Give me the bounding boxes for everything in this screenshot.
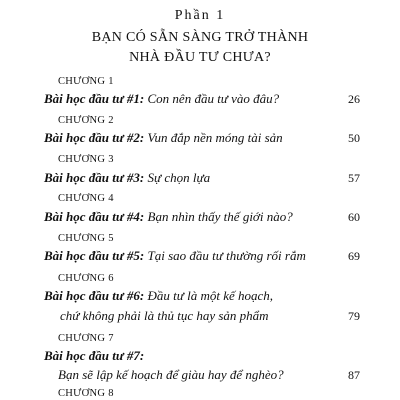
- lesson-label: Bài học đầu tư #1:: [44, 91, 145, 106]
- page-number: 69: [348, 249, 360, 263]
- chapter-title-continued: chứ không phải là thủ tục hay sản phẩm: [60, 308, 269, 323]
- page-number: 57: [348, 171, 360, 185]
- chapter-line: [44, 248, 306, 264]
- chapter-title: Tại sao đầu tư thường rối rắm: [147, 248, 306, 263]
- lesson-label: Bài học đầu tư #6:: [44, 288, 145, 303]
- lesson-label: Bài học đầu tư #7:: [44, 348, 145, 363]
- chapter-label: CHƯƠNG 6: [58, 273, 114, 284]
- chapter-label: CHƯƠNG 7: [58, 333, 114, 344]
- chapter-line: [44, 130, 283, 146]
- chapter-title: Sự chọn lựa: [147, 170, 211, 185]
- chapter-line: [44, 348, 144, 364]
- chapter-title: Con nên đầu tư vào đâu?: [147, 91, 280, 106]
- chapter-title: Vun đắp nền móng tài sản: [147, 130, 283, 145]
- page-number: 26: [348, 92, 360, 106]
- chapter-label: CHƯƠNG 5: [58, 233, 114, 244]
- chapter-label: CHƯƠNG 8: [58, 388, 114, 399]
- part-title-line-1: BẠN CÓ SẴN SÀNG TRỞ THÀNH: [91, 30, 309, 45]
- chapter-line: [44, 288, 273, 304]
- chapter-label: CHƯƠNG 2: [58, 115, 114, 126]
- chapter-line: [44, 209, 293, 225]
- page-number: 60: [348, 210, 360, 224]
- page-number: 87: [348, 368, 360, 382]
- chapter-line: [44, 91, 279, 107]
- chapter-label: CHƯƠNG 1: [58, 76, 114, 87]
- lesson-label: Bài học đầu tư #2:: [44, 130, 145, 145]
- chapter-label: CHƯƠNG 4: [58, 193, 114, 204]
- lesson-label: Bài học đầu tư #4:: [44, 209, 145, 224]
- lesson-label: Bài học đầu tư #5:: [44, 248, 145, 263]
- part-label: Phần 1: [174, 8, 226, 23]
- chapter-title: Đầu tư là một kế hoạch,: [147, 288, 274, 303]
- chapter-title: Bạn sẽ lập kế hoạch để giàu hay để nghèo?: [58, 367, 284, 382]
- page-number: 50: [348, 131, 360, 145]
- part-title-line-2: NHÀ ĐẦU TƯ CHƯA?: [129, 50, 271, 65]
- page-number: 79: [348, 309, 360, 323]
- chapter-title: Bạn nhìn thấy thế giới nào?: [147, 209, 293, 224]
- lesson-label: Bài học đầu tư #3:: [44, 170, 145, 185]
- chapter-label: CHƯƠNG 3: [58, 154, 114, 165]
- chapter-line: [44, 170, 210, 186]
